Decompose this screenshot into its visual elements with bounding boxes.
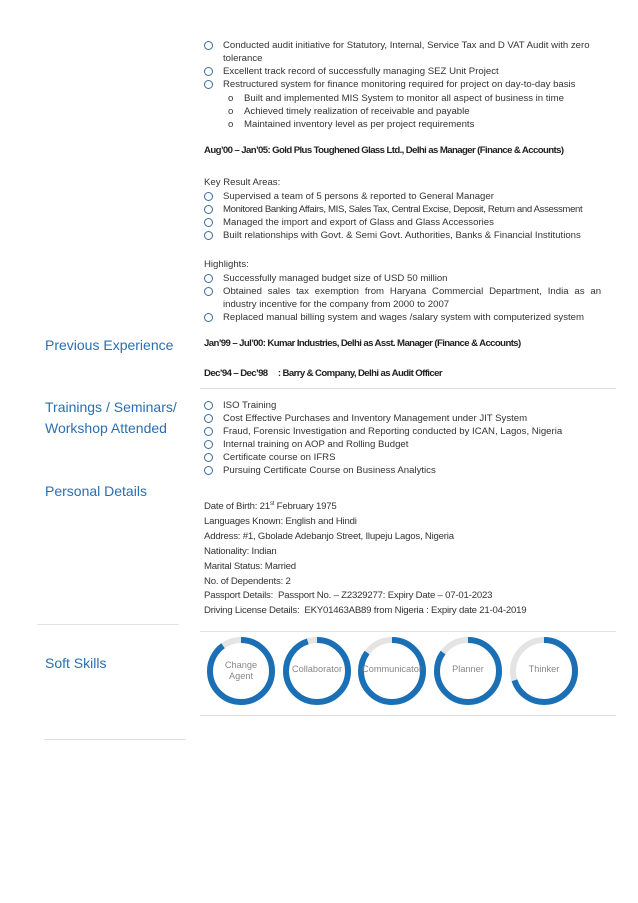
sub-bullet-marker: o: [228, 119, 234, 130]
bullet-icon: [204, 401, 213, 410]
bullet-icon: [204, 192, 213, 201]
bullet-icon: [204, 41, 213, 50]
dob-suffix: February 1975: [274, 501, 337, 513]
skill-label: Thinker: [528, 664, 560, 674]
bullet-icon: [204, 427, 213, 436]
training-item: Fraud, Forensic Investigation and Reporting conducted by ICAN, Lagos, Nigeria: [223, 426, 563, 437]
highlights-label: Highlights:: [204, 259, 249, 270]
previous-job-2: Dec’94 – Dec’98 : Barry & Company, Delhi as Audit Officer: [204, 368, 442, 379]
bullet-icon: [204, 80, 213, 89]
skill-label: Change: [224, 660, 258, 670]
dob-prefix: Date of Birth: 21: [204, 501, 270, 513]
highlight-item: Replaced manual billing system and wages /salary system with computerized system: [223, 312, 584, 323]
job-heading: Aug’00 – Jan’05: Gold Plus Toughened Glass Ltd., Delhi as Manager (Finance & Accounts): [204, 145, 564, 156]
dependents: No. of Dependents: 2: [204, 576, 291, 587]
section-divider: [200, 715, 616, 716]
skill-ring: [357, 636, 427, 706]
top-bullet-1: Conducted audit initiative for Statutory, Internal, Service Tax and D VAT Audit with zero: [223, 40, 590, 51]
training-item: Cost Effective Purchases and Inventory Management under JIT System: [223, 413, 528, 424]
bullet-icon: [204, 466, 213, 475]
bullet-icon: [204, 274, 213, 283]
skill-label: Communicator: [362, 664, 422, 674]
driving-license: Driving License Details: EKY01463AB89 from Nigeria : Expiry date 21-04-2019: [204, 605, 527, 616]
top-bullet-1-cont: tolerance: [223, 53, 263, 64]
kra-label: Key Result Areas:: [204, 177, 281, 188]
section-label-previous-experience: Previous Experience: [45, 337, 174, 353]
kra-item: Built relationships with Govt. & Semi Govt. Authorities, Banks & Financial Institutions: [223, 230, 581, 241]
top-bullet-2: Excellent track record of successfully managing SEZ Unit Project: [223, 66, 499, 77]
bullet-icon: [204, 440, 213, 449]
highlight-item: Successfully managed budget size of USD 50 million: [223, 273, 448, 284]
bullet-icon: [204, 453, 213, 462]
highlight-item-cont: industry incentive for the company from 2000 to 2007: [223, 299, 450, 310]
bullet-icon: [204, 287, 213, 296]
section-label-personal-details: Personal Details: [45, 483, 147, 499]
sub-bullet: Maintained inventory level as per project requirements: [244, 119, 475, 130]
sub-bullet-marker: o: [228, 93, 234, 104]
skill-label: Planner: [452, 664, 484, 674]
top-bullet-3: Restructured system for finance monitoring required for project on day-to-day basis: [223, 79, 576, 90]
sub-bullet-marker: o: [228, 106, 234, 117]
highlight-item: Obtained sales tax exemption from Haryana Commercial Department, India as an: [223, 286, 602, 297]
date-of-birth: [204, 498, 336, 513]
section-divider: [200, 631, 616, 632]
training-item: ISO Training: [223, 400, 277, 411]
section-divider: [200, 388, 616, 389]
bullet-icon: [204, 67, 213, 76]
kra-item: Managed the import and export of Glass and Glass Accessories: [223, 217, 494, 228]
left-divider: [37, 624, 179, 625]
skill-ring: [433, 636, 503, 706]
skill-ring: [509, 636, 579, 706]
bullet-icon: [204, 218, 213, 227]
left-divider: [44, 739, 186, 740]
skill-label: Collaborator: [291, 664, 343, 674]
skill-ring: [282, 636, 352, 706]
training-item: Certificate course on IFRS: [223, 452, 336, 463]
bullet-icon: [204, 414, 213, 423]
marital-status: Marital Status: Married: [204, 561, 296, 572]
skill-label-line2: Agent: [228, 671, 253, 681]
address: Address: #1, Gbolade Adebanjo Street, Ilupeju Lagos, Nigeria: [204, 531, 454, 542]
section-label-workshops: Workshop Attended: [45, 420, 167, 436]
sub-bullet: Achieved timely realization of receivable and payable: [244, 106, 470, 117]
kra-item: Supervised a team of 5 persons & reported to General Manager: [223, 191, 494, 202]
dob-sup: st: [269, 501, 275, 507]
bullet-icon: [204, 205, 213, 214]
bullet-icon: [204, 313, 213, 322]
training-item: Pursuing Certificate Course on Business Analytics: [223, 465, 436, 476]
previous-job-1: Jan’99 – Jul’00: Kumar Industries, Delhi as Asst. Manager (Finance & Accounts): [204, 338, 521, 349]
nationality: Nationality: Indian: [204, 546, 277, 557]
section-label-trainings: Trainings / Seminars/: [45, 399, 177, 415]
passport-details: Passport Details: Passport No. – Z2329277: Expiry Date – 07-01-2023: [204, 590, 493, 601]
training-item: Internal training on AOP and Rolling Budget: [223, 439, 409, 450]
section-label-soft-skills: Soft Skills: [45, 655, 107, 671]
skill-ring: [206, 636, 276, 706]
bullet-icon: [204, 231, 213, 240]
languages: Languages Known: English and Hindi: [204, 516, 357, 527]
kra-item: Monitored Banking Affairs, MIS, Sales Tax, Central Excise, Deposit, Return and Assessment: [223, 204, 583, 215]
sub-bullet: Built and implemented MIS System to monitor all aspect of business in time: [244, 93, 564, 104]
